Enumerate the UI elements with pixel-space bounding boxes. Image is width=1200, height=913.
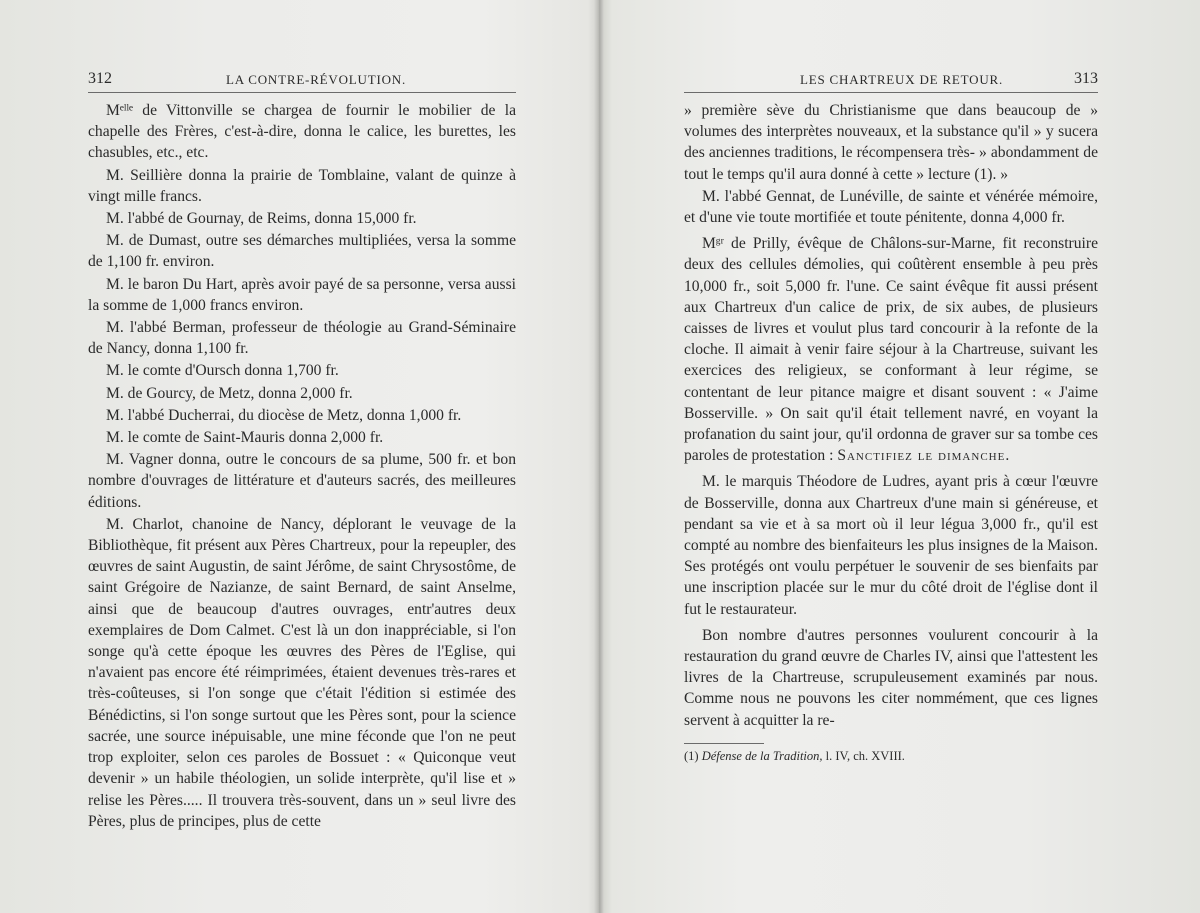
right-page (684, 70, 1098, 764)
left-running-title: LA CONTRE-RÉVOLUTION. (226, 72, 407, 87)
left-body (88, 100, 516, 832)
quote-continuation: » première sève du Christianisme que dans beaucoup de » volumes des interprètes nouveaux, et la substance qu'il » y sucera des anciennes traditions, le récompensera très- » abondamment de tout le temps qu'il aura donné à cette » lecture (1). » (684, 102, 1098, 183)
paragraph: M. le comte de Saint-Mauris donna 2,000 fr. (106, 429, 384, 447)
paragraph-with-engraving (684, 233, 1098, 466)
right-running-head (684, 70, 1098, 90)
paragraph: Bon nombre d'autres personnes voulurent concourir à la restauration du grand œuvre de Charles IV, ainsi que l'attestent les livres de la Chartreuse, scrupuleusement examinés par nous. Comme nous ne pouvons les citer nommément, que ces lignes servent à acquitter la re- (684, 626, 1098, 729)
left-page (88, 70, 516, 833)
book-gutter (594, 0, 604, 913)
paragraph: M. de Gourcy, de Metz, donna 2,000 fr. (106, 384, 353, 402)
right-running-title: LES CHARTREUX DE RETOUR. (800, 72, 1004, 87)
paragraph: M. le marquis Théodore de Ludres, ayant pris à cœur l'œuvre de Bosserville, donna aux Chartreux d'une main si généreuse, et pendant sa vie et à sa mort où il leur légua 3,000 fr., qu'il est compté au nombre des bienfaiteurs les plus insignes de la Maison. Ses protégés ont voulu perpétuer le souvenir de ses bienfaits par une inscription placée sur le mur du côté droit de l'église dont il fut le restaurateur. (684, 473, 1098, 618)
left-page-number: 312 (88, 70, 112, 87)
right-page-number: 313 (1074, 70, 1098, 87)
footnote-title: Défense de la Tradition, (701, 748, 823, 763)
paragraph: M. le baron Du Hart, après avoir payé de sa personne, versa aussi la somme de 1,000 francs environ. (88, 275, 516, 314)
paragraph: M. l'abbé Berman, professeur de théologie au Grand-Séminaire de Nancy, donna 1,100 fr. (88, 319, 516, 358)
paragraph: M. Charlot, chanoine de Nancy, déplorant le veuvage de la Bibliothèque, fit présent aux Pères Chartreux, pour la repeupler, des œuvres de saint Augustin, de saint Jérôme, de saint Chrysostôme, de saint Grégoire de Nazianze, de saint Bernard, de saint Anselme, ainsi que de beaucoup d'autres ouvrages, entr'autres deux exemplaires de Dom Calmet. C'est là un don inappréciable, si l'on songe qu'à cette époque les œuvres des Pères de l'Eglise, qui n'avaient pas encore été réimprimées, étaient devenues très-rares et très-coûteuses, si l'on songe que c'était l'édition si estimée des Bénédictins, si l'on songe surtout que les Pères sont, pour la science sacrée, une source inépuisable, une mine féconde que l'on ne peut trop exploiter, selon ces paroles de Bossuet : « Quiconque veut devenir » un habile théologien, un solide interprète, qu'il lise et » relise les Pères..... Il trouvera très-souvent, dans un » seul livre des Pères, plus de principes, plus de cette (88, 515, 516, 830)
right-body (684, 100, 1098, 731)
right-head-rule (684, 92, 1098, 93)
paragraph: M. l'abbé de Gournay, de Reims, donna 15,000 fr. (106, 210, 417, 228)
left-running-head (88, 70, 516, 90)
paragraph: M. Seillière donna la prairie de Tomblaine, valant de quinze à vingt mille francs. (88, 166, 516, 205)
engraved-words: Sanctifiez le dimanche. (837, 447, 1011, 465)
paragraph: M. l'abbé Ducherrai, du diocèse de Metz, donna 1,000 fr. (106, 406, 462, 424)
paragraph-text: Mᵍʳ de Prilly, évêque de Châlons-sur-Marne, fit reconstruire deux des cellules démolies, qui coûtèrent ensemble à peu près 10,000 fr., soit 5,000 fr. l'une. Ce saint évêque fit aussi présent aux Chartreux d'un calice de prix, de six aubes, de plusieurs caisses de livres et voulut plus tard concourir à la refonte de la cloche. Il aimait à venir faire séjour à la Chartreuse, suivant les exercices des religieux, se conformant à leur régime, se contentant de leur pitance maigre et disant souvent : « J'aime Bosserville. » On sait qu'il était tellement navré, en voyant la profanation du saint jour, qu'il ordonna de graver sur sa tombe ces paroles de protestation : (684, 235, 1098, 465)
paragraph: M. le comte d'Oursch donna 1,700 fr. (106, 362, 339, 380)
footnote-ref: l. IV, ch. XVIII. (825, 748, 905, 763)
left-head-rule (88, 92, 516, 93)
paragraph: M. de Dumast, outre ses démarches multipliées, versa la somme de 1,100 fr. environ. (88, 232, 516, 271)
paragraph: M. Vagner donna, outre le concours de sa plume, 500 fr. et bon nombre d'ouvrages de littérature et d'auteurs sacrés, des meilleures éditions. (88, 451, 516, 511)
footnote-marker: (1) (684, 748, 699, 763)
paragraph: M. l'abbé Gennat, de Lunéville, de sainte et vénérée mémoire, et d'une vie toute mortifiée et toute pénitente, donna 4,000 fr. (684, 187, 1098, 227)
footnote-rule (684, 743, 764, 744)
footnote (684, 748, 1098, 764)
paragraph: Mᵉˡˡᵉ de Vittonville se chargea de fournir le mobilier de la chapelle des Frères, c'est-à-dire, donna le calice, les burettes, les chasubles, etc., etc. (88, 102, 516, 162)
